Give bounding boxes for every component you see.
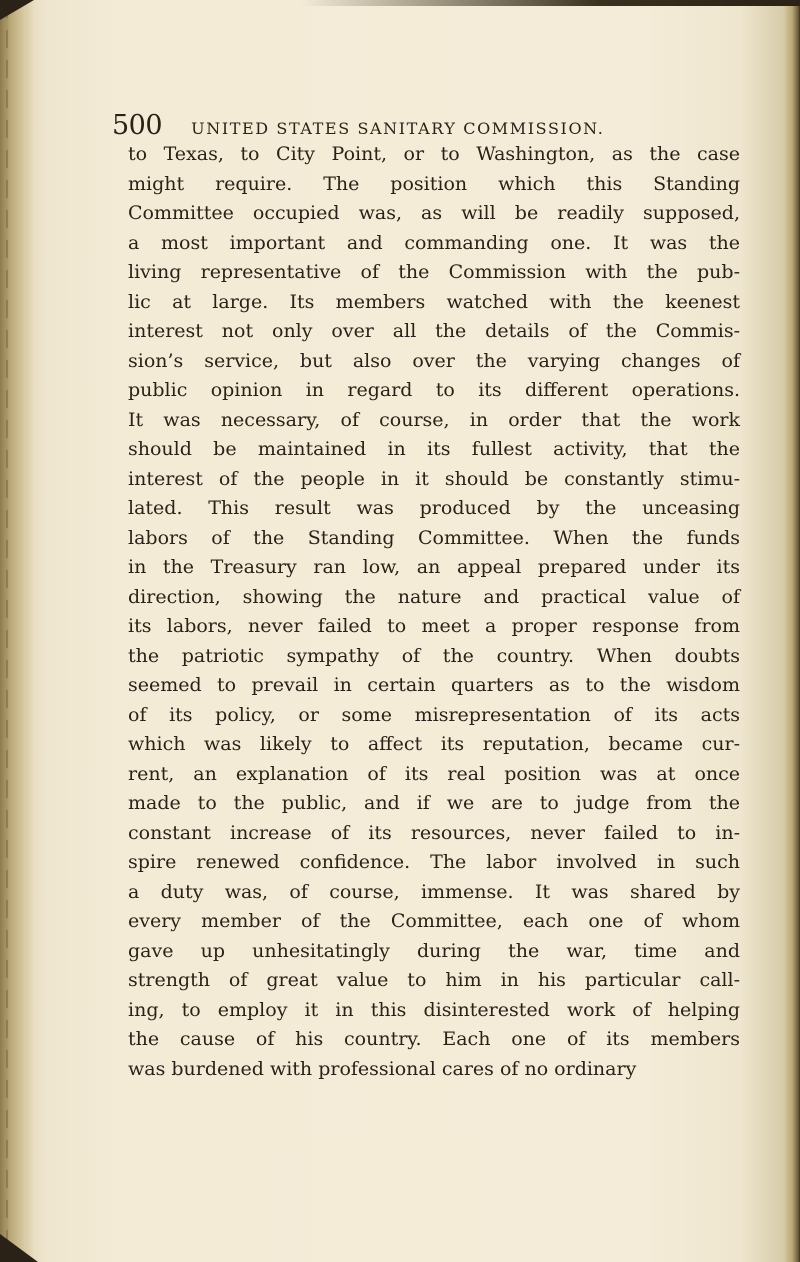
text-line: in the Treasury ran low, an appeal prepared under its	[128, 556, 740, 578]
text-line: ing, to employ it in this disinterested work of helping	[128, 998, 740, 1021]
page-number: 500	[112, 110, 163, 141]
corner-shadow-bottom	[0, 1234, 38, 1262]
text-line: living representative of the Commission with the pub-	[128, 261, 740, 283]
text-line: its labors, never failed to meet a proper response from	[128, 615, 740, 637]
text-line: spire renewed confidence. The labor involved in such	[128, 851, 740, 873]
text-line: interest of the people in it should be constantly stimu-	[128, 467, 740, 490]
text-line: lic at large. Its members watched with the keenest	[128, 290, 740, 313]
text-line: a duty was, of course, immense. It was shared by	[128, 880, 740, 903]
running-head: UNITED STATES SANITARY COMMISSION.	[191, 119, 605, 138]
text-line: which was likely to affect its reputation, became cur-	[128, 733, 740, 755]
text-line: Committee occupied was, as will be readily supposed,	[128, 202, 740, 224]
text-line: should be maintained in its fullest activity, that the	[128, 438, 740, 460]
text-line: strength of great value to him in his particular call-	[128, 969, 740, 991]
text-line: the patriotic sympathy of the country. When doubts	[128, 644, 740, 667]
body-text	[128, 140, 740, 1084]
binding-gutter	[0, 0, 34, 1262]
text-line: rent, an explanation of its real position was at once	[128, 762, 740, 785]
text-line: public opinion in regard to its different operations.	[128, 379, 740, 401]
text-line: of its policy, or some misrepresentation of its acts	[128, 703, 740, 726]
text-line: seemed to prevail in certain quarters as to the wisdom	[128, 674, 740, 696]
text-line: was burdened with professional cares of no ordinary	[128, 1057, 637, 1080]
page-fore-edge	[784, 0, 800, 1262]
text-line: constant increase of its resources, never failed to in-	[128, 821, 740, 844]
text-line: might require. The position which this Standing	[128, 172, 740, 195]
text-line: a most important and commanding one. It was the	[128, 231, 740, 254]
text-line: every member of the Committee, each one of whom	[128, 910, 740, 932]
text-line: to Texas, to City Point, or to Washington, as the case	[128, 143, 740, 165]
text-line: interest not only over all the details of the Commis-	[128, 320, 740, 342]
text-line: gave up unhesitatingly during the war, time and	[128, 939, 740, 962]
text-line: labors of the Standing Committee. When the funds	[128, 526, 740, 549]
text-line: made to the public, and if we are to judge from the	[128, 792, 740, 814]
top-shadow	[300, 0, 800, 6]
text-line: direction, showing the nature and practical value of	[128, 585, 740, 608]
text-line: It was necessary, of course, in order that the work	[128, 408, 740, 431]
text-line: sion’s service, but also over the varying changes of	[128, 349, 740, 372]
text-line: the cause of his country. Each one of its members	[128, 1028, 740, 1050]
text-line: lated. This result was produced by the unceasing	[128, 497, 740, 519]
corner-shadow-top	[0, 0, 34, 20]
